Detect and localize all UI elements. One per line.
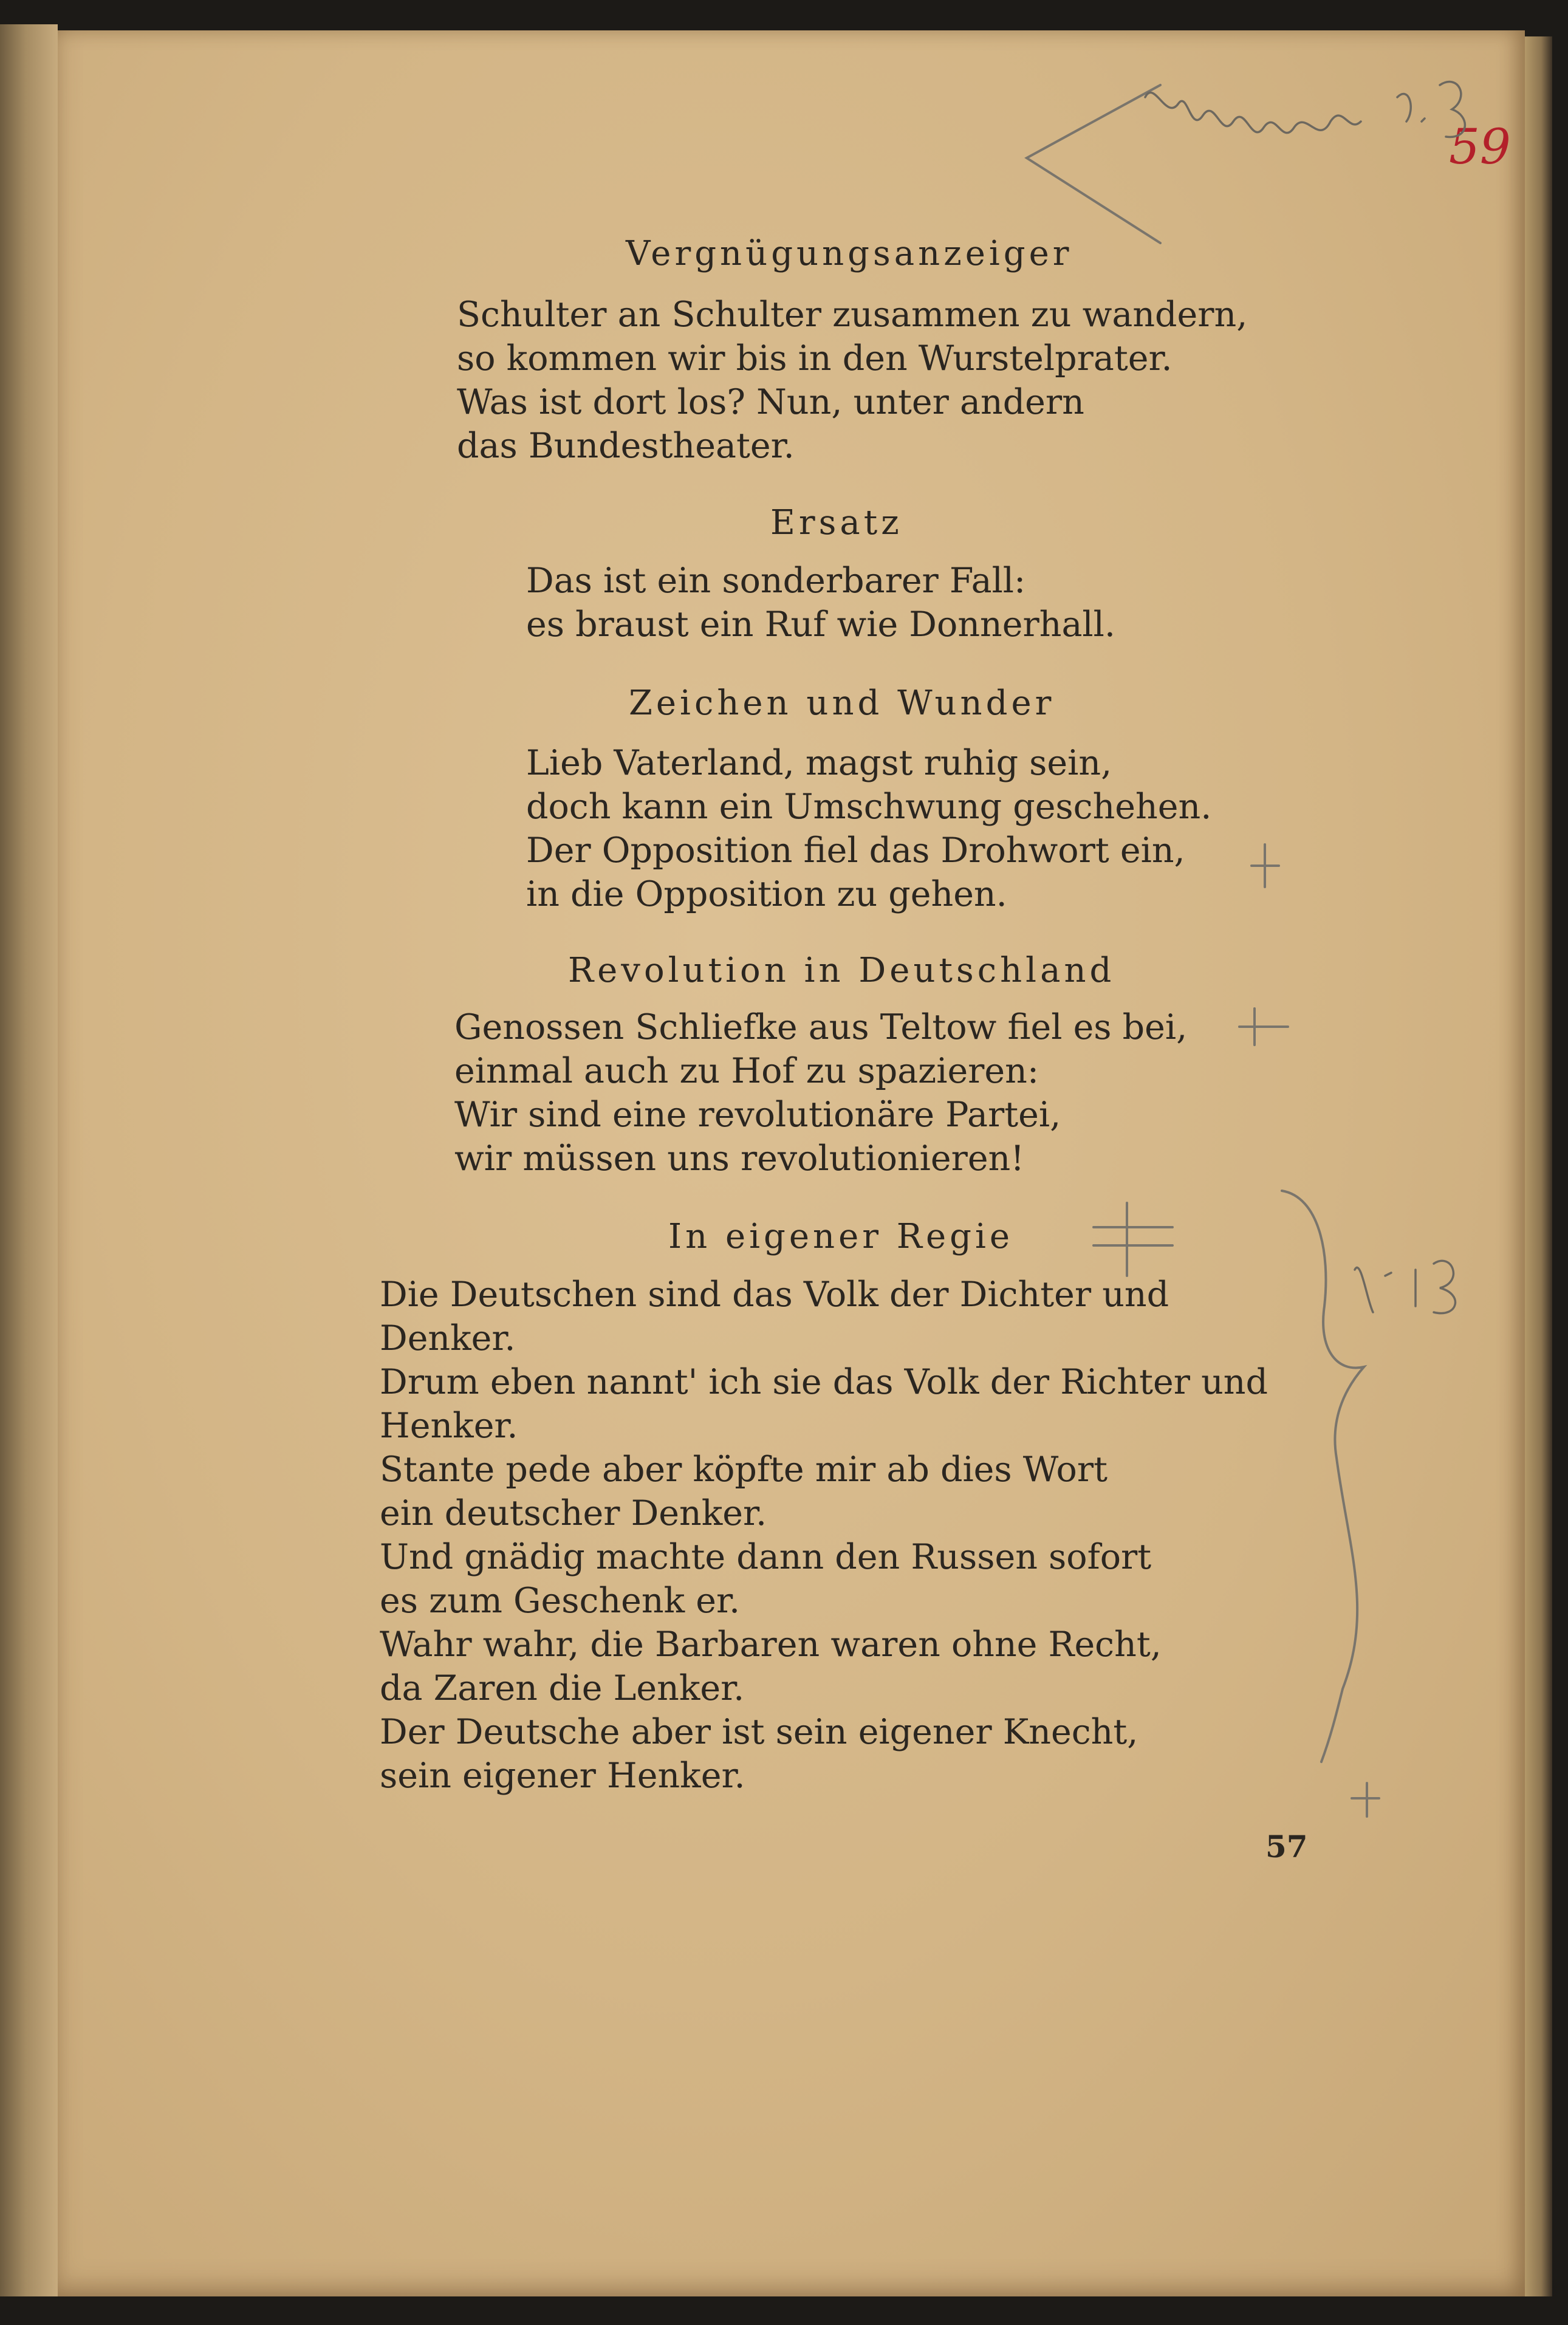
poem-line: Wir sind eine revolutionäre Partei, — [454, 1095, 1061, 1135]
folio-number: 59 — [1449, 118, 1511, 175]
poem-line: Der Opposition fiel das Drohwort ein, — [526, 830, 1185, 871]
pencil-plus-icon — [1352, 1783, 1379, 1817]
poem-line: Lieb Vaterland, magst ruhig sein, — [526, 743, 1112, 783]
poem-line: Die Deutschen sind das Volk der Dichter und — [380, 1275, 1169, 1315]
pencil-note-scribble — [1145, 92, 1361, 132]
poem-line: Das ist ein sonderbarer Fall: — [526, 561, 1026, 601]
poem-line: Drum eben nannt' ich sie das Volk der Richter und — [380, 1362, 1268, 1402]
poem-line: Der Deutsche aber ist sein eigener Knecht, — [380, 1712, 1138, 1752]
pencil-plus-icon — [1094, 1203, 1173, 1276]
poem-line: einmal auch zu Hof zu spazieren: — [454, 1051, 1039, 1091]
pencil-plus-icon — [1251, 844, 1279, 887]
poem-line: sein eigener Henker. — [380, 1756, 745, 1796]
poem-line: es braust ein Ruf wie Donnerhall. — [526, 604, 1116, 645]
poem-title: Zeichen und Wunder — [629, 683, 1055, 723]
poem-title: Revolution in Deutschland — [568, 951, 1115, 990]
pencil-bracket-icon — [1282, 1191, 1364, 1762]
poem-line: Genossen Schliefke aus Teltow fiel es bei, — [454, 1007, 1188, 1047]
poem-line: es zum Geschenk er. — [380, 1581, 741, 1621]
poem-title: Vergnügungsanzeiger — [626, 234, 1073, 273]
poem-title: Ersatz — [770, 503, 903, 543]
pencil-plus-icon — [1239, 1008, 1288, 1045]
poem-line: Henker. — [380, 1406, 518, 1446]
poem-line: da Zaren die Lenker. — [380, 1668, 745, 1708]
poem-line: so kommen wir bis in den Wurstelprater. — [457, 338, 1173, 378]
poem-line: ein deutscher Denker. — [380, 1493, 767, 1533]
poem-line: doch kann ein Umschwung geschehen. — [526, 787, 1212, 827]
page-number: 57 — [1265, 1829, 1308, 1864]
poem-line: das Bundestheater. — [457, 426, 795, 466]
poem-line: Wahr wahr, die Barbaren waren ohne Recht, — [380, 1625, 1162, 1665]
poem-line: Denker. — [380, 1318, 516, 1358]
poem-line: wir müssen uns revolutionieren! — [454, 1139, 1025, 1179]
pencil-arrow-icon — [1027, 85, 1160, 243]
poem-line: Schulter an Schulter zusammen zu wandern, — [457, 295, 1248, 335]
pencil-note-scribble — [1355, 1261, 1455, 1313]
poem-line: Stante pede aber köpfte mir ab dies Wort — [380, 1450, 1108, 1490]
pencil-note-scribble — [1397, 82, 1465, 137]
poem-title: In eigener Regie — [668, 1217, 1014, 1256]
poem-line: Und gnädig machte dann den Russen sofort — [380, 1537, 1152, 1577]
poem-line: Was ist dort los? Nun, unter andern — [457, 382, 1084, 422]
poem-line: in die Opposition zu gehen. — [526, 874, 1007, 914]
